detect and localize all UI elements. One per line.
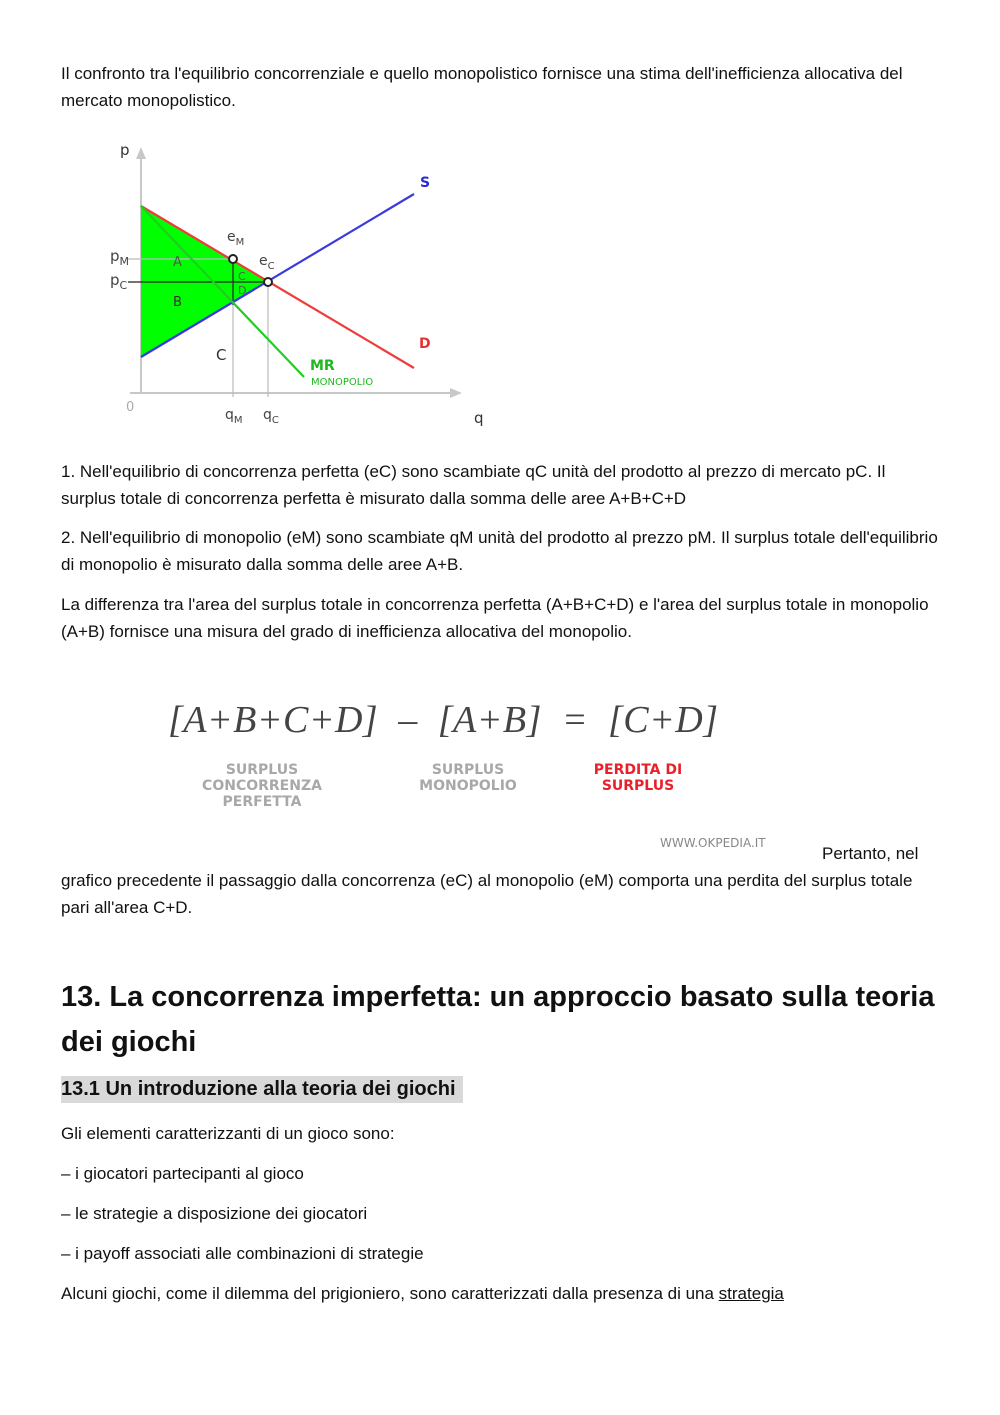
section-heading: 13. La concorrenza imperfetta: un approccio basato sulla teoria dei giochi: [61, 981, 935, 1058]
equation-formula: [A+B+C+D] – [A+B] = [C+D]: [168, 699, 719, 741]
area-c-label: C: [216, 346, 227, 364]
conclusion-paragraph: grafico precedente il passaggio dalla concorrenza (eC) al monopolio (eM) comporta una perdita del surplus totale pari all'area C+D.: [61, 871, 913, 917]
mr-label: MR: [310, 358, 335, 374]
competitive-equilibrium-point: [264, 278, 272, 286]
supply-label: S: [420, 175, 431, 191]
strategia-link[interactable]: strategia: [718, 1284, 784, 1303]
list-item-payoffs: – i payoff associati alle combinazioni di strategie: [61, 1244, 424, 1263]
area-b-label: B: [173, 295, 182, 310]
origin-label: 0: [126, 400, 135, 415]
em-label: $e_M$: [227, 229, 245, 248]
x-axis-label: q: [474, 409, 484, 427]
elements-intro: Gli elementi caratterizzanti di un gioco sono:: [61, 1124, 395, 1143]
y-axis-arrow: [136, 147, 146, 159]
ec-label: $e_C$: [259, 253, 275, 272]
pm-label: $p_M$: [110, 247, 130, 268]
area-a-label: A: [173, 255, 182, 270]
last-paragraph: [61, 1280, 941, 1307]
label-surplus-competition: SURPLUS CONCORRENZA PERFETTA: [202, 762, 322, 810]
subsection-heading: 13.1 Un introduzione alla teoria dei giochi: [61, 1076, 463, 1103]
x-axis-arrow: [450, 388, 462, 398]
area-c-small-label: C: [238, 270, 246, 283]
label-surplus-monopoly: SURPLUS MONOPOLIO: [419, 762, 517, 794]
point-2-paragraph: 2. Nell'equilibrio di monopolio (eM) sono scambiate qM unità del prodotto al prezzo pM. Il surplus totale dell'equilibrio di monopolio è misurato dalla somma delle aree A+B.: [61, 528, 938, 574]
monopoly-equilibrium-point: [229, 255, 237, 263]
last-paragraph-text: Alcuni giochi, come il dilemma del prigioniero, sono caratterizzati dalla presenza di una: [61, 1284, 719, 1303]
qc-label: $q_C$: [263, 407, 279, 426]
list-item-strategies: – le strategie a disposizione dei giocatori: [61, 1204, 368, 1223]
conclusion-start: Pertanto, nel: [822, 844, 919, 863]
mr-sub-label: MONOPOLIO: [311, 377, 374, 388]
supply-demand-graph: [100, 135, 500, 435]
y-axis-label: p: [120, 141, 130, 159]
area-d-label: D: [238, 284, 247, 297]
difference-paragraph: La differenza tra l'area del surplus totale in concorrenza perfetta (A+B+C+D) e l'area del surplus totale in monopolio (A+B) fornisce una misura del grado di inefficienza allocativa del monopolio.: [61, 595, 929, 641]
intro-paragraph: Il confronto tra l'equilibrio concorrenziale e quello monopolistico fornisce una stima dell'inefficienza allocativa del mercato monopolistico.: [61, 64, 903, 110]
label-surplus-loss: PERDITA DI SURPLUS: [593, 762, 683, 794]
watermark: WWW.OKPEDIA.IT: [660, 836, 766, 850]
demand-label: D: [419, 336, 431, 352]
qm-label: $q_M$: [225, 407, 243, 426]
pc-label: $p_C$: [110, 271, 128, 292]
list-item-players: – i giocatori partecipanti al gioco: [61, 1164, 304, 1183]
point-1-paragraph: 1. Nell'equilibrio di concorrenza perfetta (eC) sono scambiate qC unità del prodotto al prezzo di mercato pC. Il surplus totale di concorrenza perfetta è misurato dalla somma delle aree A+B+C+D: [61, 462, 886, 508]
